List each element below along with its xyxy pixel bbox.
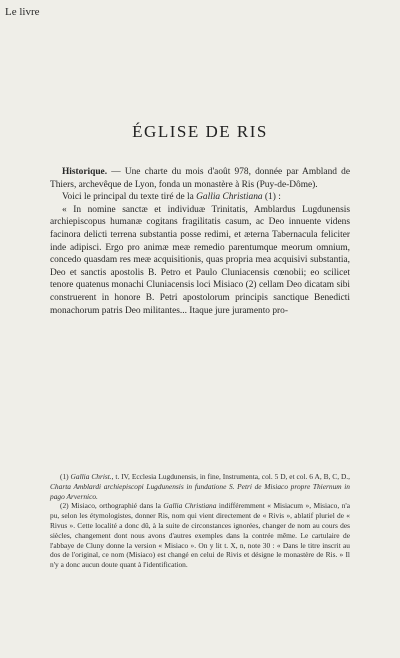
intro-text: — Une charte du mois d'août 978, donnée par Ambland de Thiers, archevêque de Lyon, fonda un monastère à Ris (Puy-de-Dôme). [50,167,350,190]
chapter-title: ÉGLISE DE RIS [132,122,268,141]
watermark: Le livre [5,6,40,18]
footnote-2 [50,501,350,570]
footnote-1-marker: (1) [60,472,71,481]
footnote-1-ref: , t. IV, Ecclesia Lugdunensis, in fine, Instrumenta, col. 5 D, et col. 6 A, B, C, D., [111,472,350,481]
section-lead: Historique. [62,167,108,177]
source-title: Gallia Christiana [196,192,263,203]
intro-paragraph [50,166,350,191]
footnote-1-source: Gallia Christ. [70,472,112,481]
footnote-2-source: Gallia Christiana [163,501,217,511]
footnote-1 [50,472,350,501]
source-paragraph [50,191,350,204]
source-intro: Voici le principal du texte tiré de la [62,192,197,203]
footnote-2-text: indifféremment « Misiacum », Misiaco, n'a pu, selon les étymologistes, donner Ris, nom qui vient directement de « Rivis », ablatif pluriel de « Rivus ». Cette localité a donc dû, à la suite de circonstances ignorées, changer de nom au cours des siècles, changement dont nous avons d'autres exemples dans la contrée même. Le cartulaire de l'abbaye de Cluny donne la version « Misiaco ». On y lit t. X, n, note 30 : « Dans le titre inscrit au dos de l'original, ce nom (Misiaco) est changé en celui de Rivis et désigne le monastère de Ris. » Il n'y a donc aucun doute quant à l'identification. [50,501,351,570]
latin-quote: « In nomine sanctæ et individuæ Trinitatis, Amblardus Lugdunensis archiepiscopus humanæ cogitans fragilitatis casum, ac Deo innuente videns facinora delicti terrena substantia posse redimi, et æterna Tabernacula feliciter inde adipisci. Ergo pro animæ meæ remedio parentumque meorum omnium, concedo quasdam res meæ acquisitionis, quas propria mea acquisivi substantia, Deo et sanctis apostolis B. Petro et Paulo Cluniacensis cœnobii; eo scilicet tenore quatenus monachi Cluniacensis loci Misiaco (2) cellam Deo dicatam sibi construerent in honore B. Petri apostolorum principis sanctique Benedicti monachorum patris Deo militantes... Itaque jure juramento pro- [50,204,350,316]
source-ref: (1) : [262,192,281,203]
body-text [50,166,350,317]
footnote-1-charta: Charta Amblardi archiepiscopi Lugdunensis in fundatione S. Petri de Misiaco propre Thiernum in pago Arvernico. [50,481,350,501]
footnote-2-intro: (2) Misiaco, orthographié dans la [60,501,164,511]
footnotes [50,472,350,570]
